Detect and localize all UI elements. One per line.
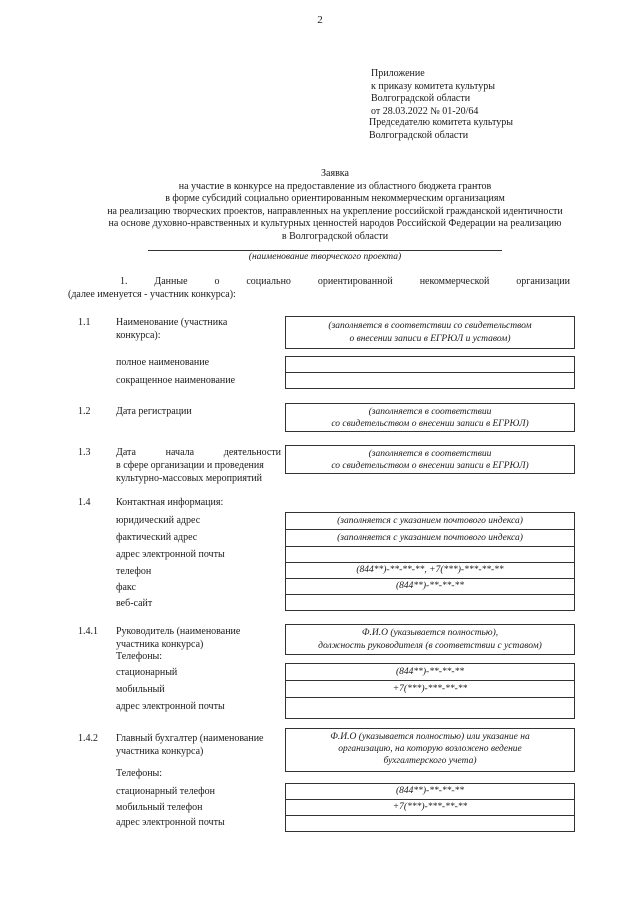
title-line: в форме субсидий социально ориентированным некоммерческим организациям xyxy=(165,193,505,204)
legal-address-field[interactable] xyxy=(285,512,575,530)
intro-word: Данные xyxy=(154,276,188,287)
label-line: Главный бухгалтер (наименование xyxy=(116,733,264,744)
intro-word: социально xyxy=(246,276,291,287)
section-number: 1.2 xyxy=(78,406,91,417)
activity-label-line2: в сфере организации и проведения xyxy=(116,460,264,471)
intro-num: 1. xyxy=(120,276,128,287)
short-name-field[interactable] xyxy=(285,372,575,389)
phone-field[interactable] xyxy=(285,562,575,579)
website-label: веб-сайт xyxy=(116,598,153,609)
label-line: Наименование (участника xyxy=(116,317,228,328)
title-line: на участие в конкурсе на предоставление из областного бюджета грантов xyxy=(178,180,492,192)
actual-address-label: фактический адрес xyxy=(116,532,198,543)
appendix-line: Приложение xyxy=(371,68,425,79)
short-name-label: сокращенное наименование xyxy=(116,375,236,386)
accountant-email-field[interactable] xyxy=(285,815,575,832)
accountant-label xyxy=(116,733,264,758)
accountant-mobile-label: мобильный телефон xyxy=(116,802,203,813)
fax-field[interactable] xyxy=(285,578,575,595)
phone-label: телефон xyxy=(116,566,152,577)
project-name-line xyxy=(148,250,502,251)
intro-word: о xyxy=(214,276,220,287)
label-line: Руководитель (наименование xyxy=(116,626,241,637)
application-title xyxy=(50,168,620,243)
accountant-field[interactable] xyxy=(285,728,575,772)
director-landline-field[interactable] xyxy=(285,663,575,681)
label-line: участника конкурса) xyxy=(116,745,204,757)
addressee-block xyxy=(369,117,513,142)
director-email-field[interactable] xyxy=(285,697,575,719)
actual-address-field[interactable] xyxy=(285,529,575,547)
full-name-field[interactable] xyxy=(285,356,575,373)
full-name-label: полное наименование xyxy=(116,357,210,368)
field-hint: (заполняется в соответствии xyxy=(368,407,492,417)
activity-label-line1 xyxy=(116,447,281,460)
field-hint: +7(***)-***-**-** xyxy=(392,802,468,812)
field-hint: о внесении записи в ЕГРЮЛ и уставом) xyxy=(349,334,511,344)
website-field[interactable] xyxy=(285,594,575,611)
name-field[interactable] xyxy=(285,316,575,349)
appendix-block xyxy=(371,68,495,118)
accountant-email-label: адрес электронной почты xyxy=(116,817,225,828)
accountant-phones-label: Телефоны: xyxy=(116,768,163,779)
appendix-line: от 28.03.2022 № 01-20/64 xyxy=(371,105,479,117)
intro-word: ориентированной xyxy=(317,276,393,287)
label-word: начала xyxy=(165,447,195,458)
field-hint: Ф.И.О (указывается полностью) или указание на xyxy=(330,732,530,742)
contact-info-label: Контактная информация: xyxy=(116,497,224,508)
email-label: адрес электронной почты xyxy=(116,549,225,560)
activity-label-line3: культурно-массовых мероприятий xyxy=(116,473,263,484)
accountant-landline-label: стационарный телефон xyxy=(116,786,215,797)
field-hint: со свидетельством о внесении записи в ЕГРЮЛ) xyxy=(331,419,529,429)
section-number: 1.4 xyxy=(78,497,91,508)
intro-word: некоммерческой xyxy=(419,276,490,287)
label-word: деятельности xyxy=(223,447,281,458)
email-field[interactable] xyxy=(285,546,575,563)
fax-label: факс xyxy=(116,582,136,593)
registration-date-field[interactable] xyxy=(285,403,575,432)
field-hint: со свидетельством о внесении записи в ЕГРЮЛ) xyxy=(331,461,529,471)
label-line: Телефоны: xyxy=(116,651,163,662)
field-hint: (заполняется в соответствии xyxy=(368,449,492,459)
appendix-line: к приказу комитета культуры xyxy=(371,80,495,92)
intro-line2: (далее именуется - участник конкурса): xyxy=(68,289,236,300)
accountant-mobile-field[interactable] xyxy=(285,799,575,816)
field-hint: (заполняется с указанием почтового индекса) xyxy=(337,516,523,526)
label-word: Дата xyxy=(116,447,136,458)
director-mobile-field[interactable] xyxy=(285,680,575,698)
title-line: на реализацию творческих проектов, направленных на укрепление российской гражданской идентичности xyxy=(107,205,563,217)
field-hint: должность руководителя (в соответствии с уставом) xyxy=(318,641,542,651)
label-line: конкурса): xyxy=(116,329,161,341)
director-field[interactable] xyxy=(285,624,575,655)
accountant-landline-field[interactable] xyxy=(285,783,575,800)
addressee-line: Волгоградской области xyxy=(369,129,469,141)
field-hint: +7(***)-***-**-** xyxy=(392,684,468,694)
activity-start-field[interactable] xyxy=(285,445,575,474)
field-hint: (844**)-**-**-** xyxy=(395,581,465,591)
field-hint: организацию, на которую возложено ведение xyxy=(338,744,522,754)
director-landline-label: стационарный xyxy=(116,667,178,678)
intro-line xyxy=(120,276,570,289)
title-line: в Волгоградской области xyxy=(281,230,389,242)
director-label xyxy=(116,626,240,664)
name-label xyxy=(116,317,227,342)
field-hint: (844**)-**-**-** xyxy=(395,667,465,677)
section-number: 1.1 xyxy=(78,317,91,328)
title-line: на основе духовно-нравственных и культурных ценностей народов Российской Федерации на реализацию xyxy=(108,218,562,229)
section-number: 1.4.1 xyxy=(78,626,98,637)
page-number: 2 xyxy=(317,14,323,26)
label-line: участника конкурса) xyxy=(116,638,204,650)
section-number: 1.4.2 xyxy=(78,733,98,744)
intro-word: организации xyxy=(516,276,570,287)
section-number: 1.3 xyxy=(78,447,91,458)
field-hint: (заполняется в соответствии со свидетельством xyxy=(328,321,532,331)
legal-address-label: юридический адрес xyxy=(116,515,201,526)
project-name-caption: (наименование творческого проекта) xyxy=(248,252,402,262)
title-line: Заявка xyxy=(321,168,349,179)
field-hint: (заполняется с указанием почтового индекса) xyxy=(337,533,523,543)
appendix-line: Волгоградской области xyxy=(371,93,471,104)
field-hint: (844**)-**-**-**, +7(***)-***-**-** xyxy=(356,565,504,575)
registration-date-label: Дата регистрации xyxy=(116,406,192,417)
director-mobile-label: мобильный xyxy=(116,684,165,695)
field-hint: бухгалтерского учета) xyxy=(383,756,477,766)
field-hint: Ф.И.О (указывается полностью), xyxy=(361,628,499,638)
director-email-label: адрес электронной почты xyxy=(116,701,225,712)
field-hint: (844**)-**-**-** xyxy=(395,786,465,796)
addressee-line: Председателю комитета культуры xyxy=(369,117,514,128)
